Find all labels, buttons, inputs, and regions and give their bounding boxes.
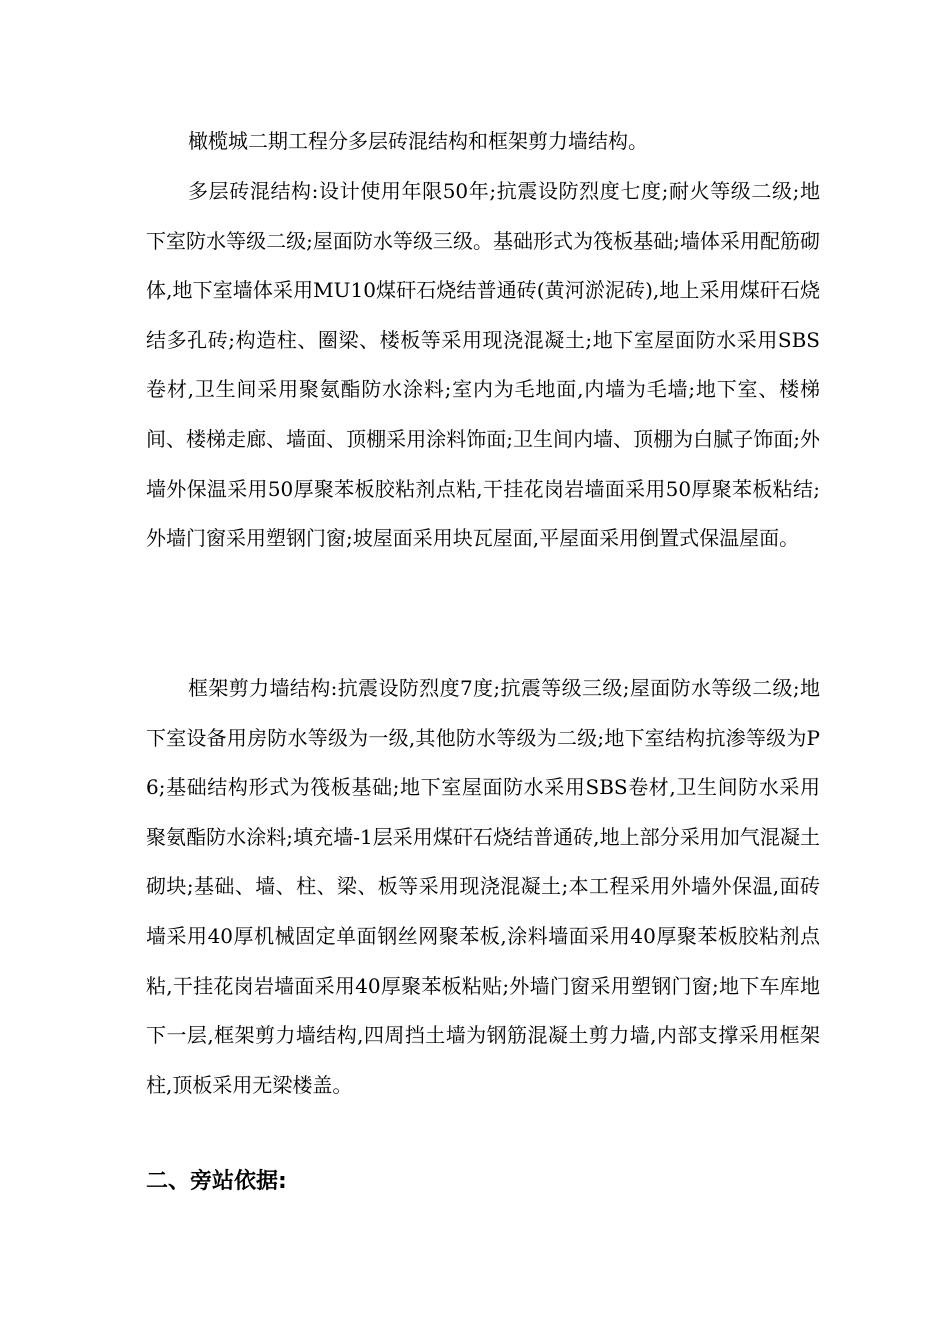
section-heading-supervision-basis: 二、旁站依据: (146, 1169, 287, 1194)
paragraph-frame-shear-wall-structure: 框架剪力墙结构:抗震设防烈度7度;抗震等级三级;屋面防水等级二级;地下室设备用房防水等级为一级,其他防水等级为二级;地下室结构抗渗等级为P6;基础结构形式为筏板基础;地下室屋面防水采用SBS卷材,卫生间防水采用聚氨酯防水涂料;填充墙-1层采用煤矸石烧结普通砖,地上部分采用加气混凝土砌块;基础、墙、柱、梁、板等采用现浇混凝土;本工程采用外墙外保温,面砖墙采用40厚机械固定单面钢丝网聚苯板,涂料墙面采用40厚聚苯板胶粘剂点粘,干挂花岗岩墙面采用40厚聚苯板粘贴;外墙门窗采用塑钢门窗;地下车库地下一层,框架剪力墙结构,四周挡土墙为钢筋混凝土剪力墙,内部支撑采用框架柱,顶板采用无梁楼盖。 (146, 676, 820, 1097)
paragraph-masonry-structure: 多层砖混结构:设计使用年限50年;抗震设防烈度七度;耐火等级二级;地下室防水等级二级;屋面防水等级三级。基础形式为筏板基础;墙体采用配筋砌体,地下室墙体采用MU10煤矸石烧结普通砖(黄河淤泥砖),地上采用煤矸石烧结多孔砖;构造柱、圈梁、楼板等采用现浇混凝土;地下室屋面防水采用SBS卷材,卫生间采用聚氨酯防水涂料;室内为毛地面,内墙为毛墙;地下室、楼梯间、楼梯走廊、墙面、顶棚采用涂料饰面;卫生间内墙、顶棚为白腻子饰面;外墙外保温采用50厚聚苯板胶粘剂点粘,干挂花岗岩墙面采用50厚聚苯板粘结;外墙门窗采用塑钢门窗;坡屋面采用块瓦屋面,平屋面采用倒置式保温屋面。 (146, 179, 820, 551)
paragraph-project-overview: 橄榄城二期工程分多层砖混结构和框架剪力墙结构。 (188, 129, 648, 153)
